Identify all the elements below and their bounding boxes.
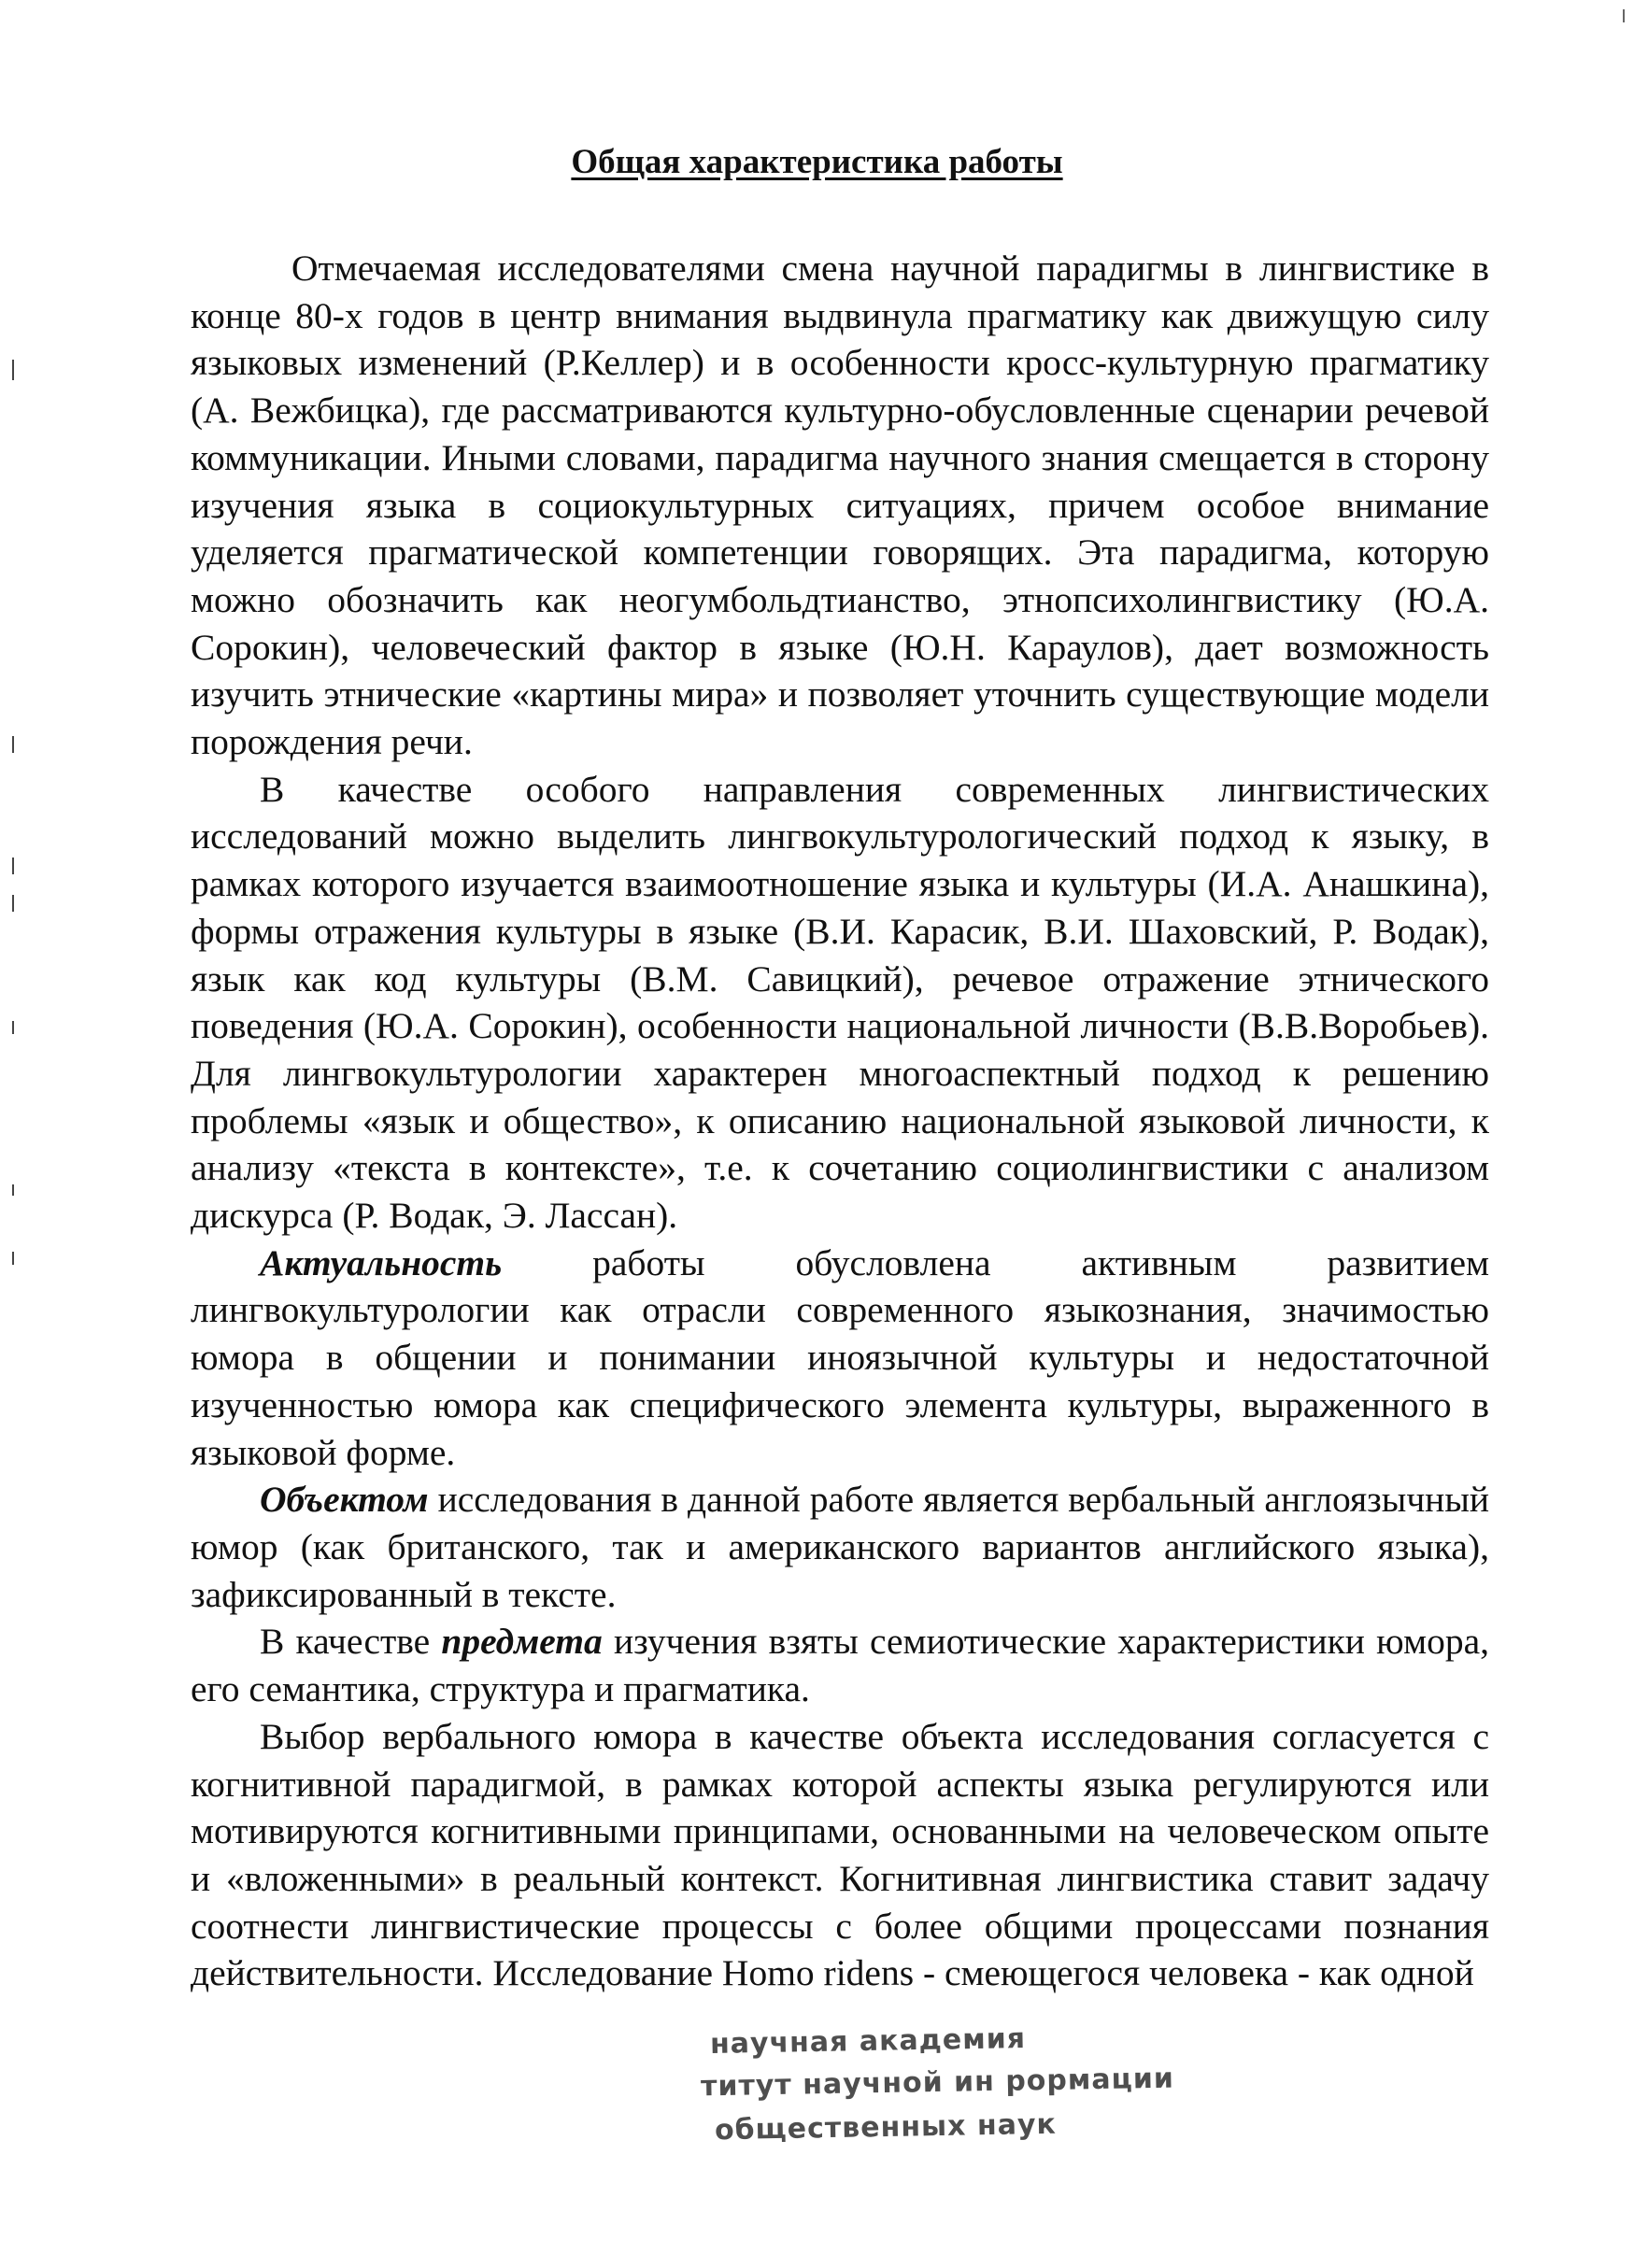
stamp-line-3: общественных наук (714, 2107, 1058, 2148)
paragraph-text: изучения взяты семиотические характеристики юмора, его семантика, структура и прагматика. (191, 1621, 1489, 1710)
paragraph-text: Отмечаемая исследователями смена научной парадигмы в лингвистике в конце 80-х годов в центр внимания выдвинула прагматику как движущую силу языковых изменений (Р.Келлер) и в особенности кросс-культурную прагматику (А. Вежбицка), где рассматриваются культурно-обусловленные сценарии речевой коммуникации. Иными словами, парадигма научного знания смещается в сторону изучения языка в социокультурных ситуациях, причем особое внимание уделяется прагматической компетенции говорящих. Эта парадигма, которую можно обозначить как неогумбольдтианство, этнопсихолингвистику (Ю.А. Сорокин), человеческий фактор в языке (Ю.Н. Караулов), дает возможность изучить этнические «картины мира» и позволяет уточнить существующие модели порождения речи. (191, 248, 1489, 763)
paragraph-relevance (191, 1240, 1489, 1477)
page-title: Общая характеристика работы (571, 143, 1063, 181)
margin-mark (12, 1252, 14, 1265)
paragraph-lingvoculturology (191, 766, 1489, 1240)
paragraph-intro (191, 245, 1489, 766)
term-object: Объектом (260, 1479, 429, 1521)
paragraph-text: В качестве особого направления современных лингвистических исследований можно выделить лингвокультурологический подход к языку, в рамках которого изучается взаимоотношение языка и культуры (И.А. Анашкина), формы отражения культуры в языке (В.И. Карасик, В.И. Шаховский, Р. Водак), язык как код культуры (В.М. Савицкий), речевое отражение этнического поведения (Ю.А. Сорокин), особенности национальной личности (В.В.Воробьев). Для лингвокультурологии характерен многоаспектный подход к решению проблемы «язык и общество», к описанию национальной языковой личности, к анализу «текста в контексте», т.е. к сочетанию социолингвистики с анализом дискурса (Р. Водак, Э. Лассан). (191, 768, 1489, 1237)
margin-mark (12, 1021, 14, 1034)
paragraph-text: Выбор вербального юмора в качестве объекта исследования согласуется с когнитивной парадигмой, в рамках которой аспекты языка регулируются или мотивируются когнитивными принципами, основанными на человеческом опыте и «вложенными» в реальный контекст. Когнитивная лингвистика ставит задачу соотнести лингвистические процессы с более общими процессами познания действительности. Исследование Homo ridens - смеющегося человека - как одной (191, 1715, 1489, 1994)
margin-mark (12, 858, 14, 874)
stamp-line-1: научная академия (709, 2022, 1027, 2061)
paragraph-lead: В качестве (260, 1621, 442, 1663)
paragraph-cognitive (191, 1713, 1489, 1997)
margin-mark (12, 895, 14, 912)
stamp-line-2: титут научной ин рормации (700, 2062, 1175, 2104)
library-stamp (691, 2022, 1175, 2175)
margin-mark (12, 1184, 14, 1196)
body-text (191, 245, 1489, 1997)
margin-mark (12, 736, 14, 753)
paragraph-object (191, 1476, 1489, 1618)
paragraph-text: работы обусловлена активным развитием лингвокультурологии как отрасли современного языкознания, значимостью юмора в общении и понимании иноязычной культуры и недостаточной изученностью юмора как специфического элемента культуры, выраженного в языковой форме. (191, 1241, 1489, 1473)
scan-artifact (1623, 9, 1625, 22)
term-subject: предмета (441, 1621, 603, 1663)
margin-mark (12, 360, 14, 380)
term-relevance: Актуальность (260, 1241, 503, 1283)
paragraph-subject (191, 1618, 1489, 1712)
paragraph-text: исследования в данной работе является вербальный англоязычный юмор (как британского, так и американского вариантов английского языка), зафиксированный в тексте. (191, 1479, 1489, 1615)
